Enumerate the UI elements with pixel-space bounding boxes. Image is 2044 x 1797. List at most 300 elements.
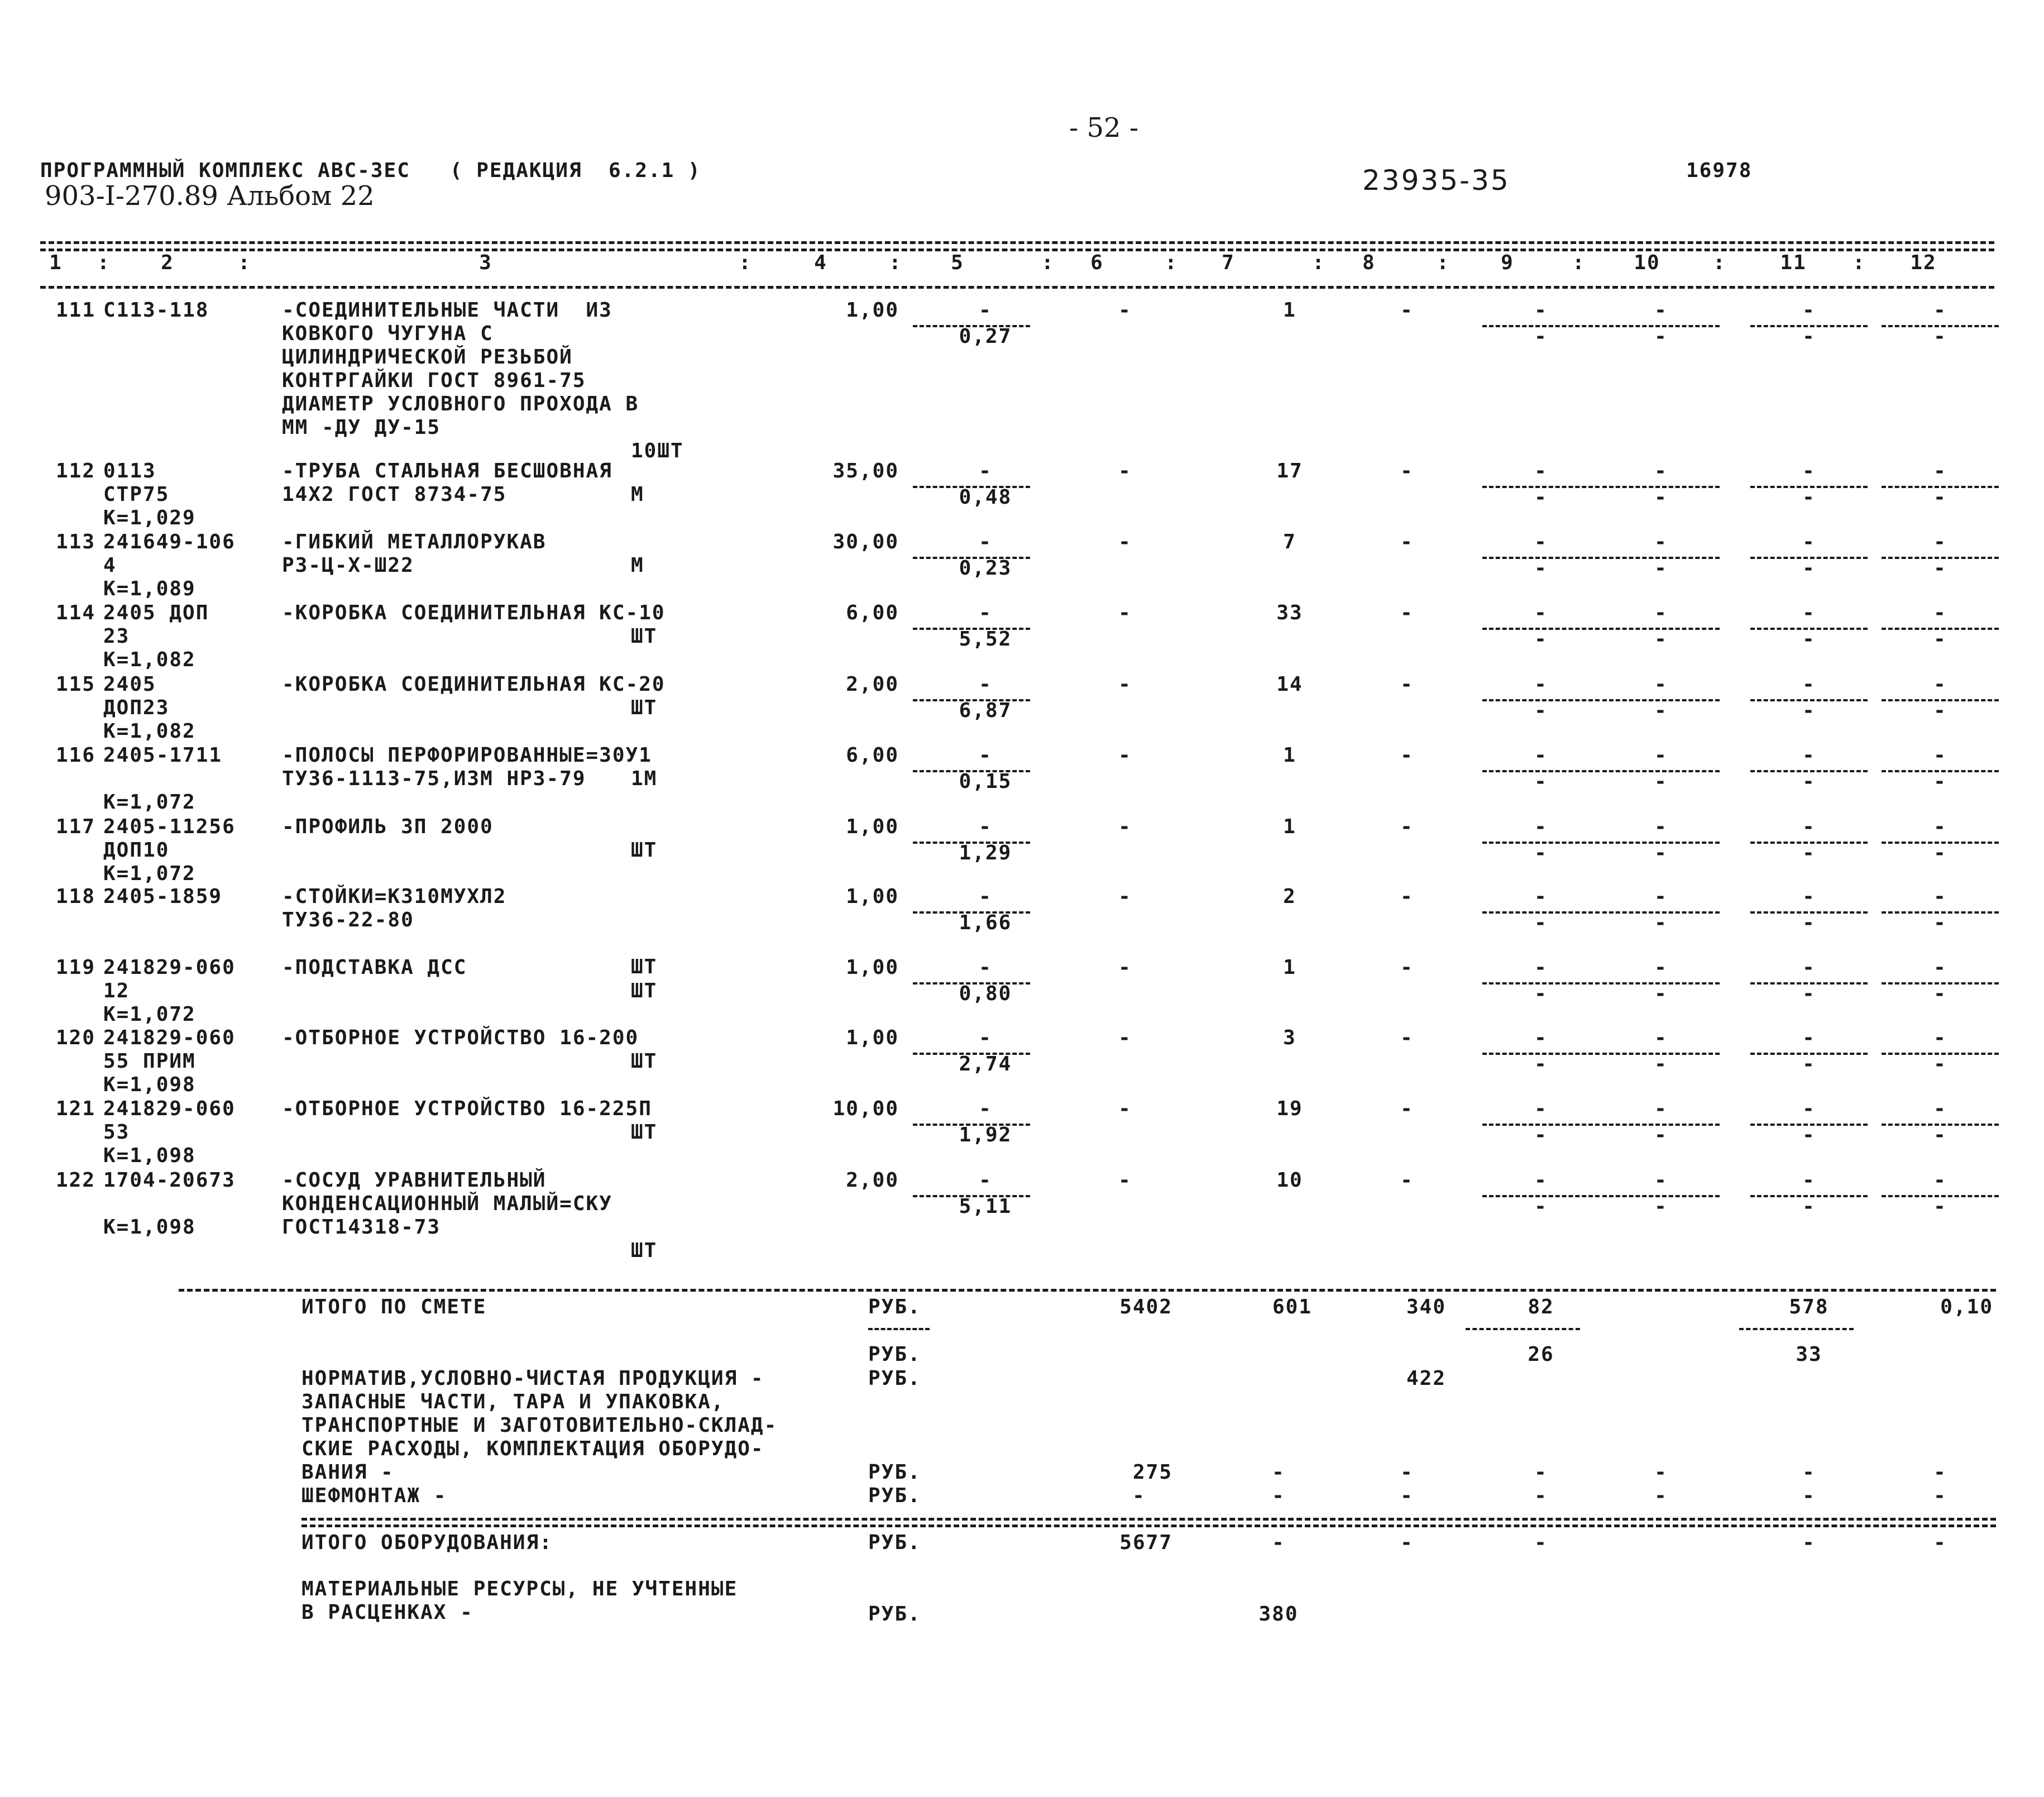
row-number: 114 [56,601,96,624]
row-col6: - [1118,299,1132,322]
row-c10-dash-2: - [1654,842,1668,864]
row-c9-dash-2: - [1534,911,1548,934]
row-unit: ШТ [631,1050,658,1073]
row-c12-dash-2: - [1933,1053,1947,1076]
row-c10-dash-2: - [1654,770,1668,793]
summary-dash: - [1272,1484,1285,1507]
row-c12-dash: - [1933,744,1947,767]
row-code: 4 [103,554,117,577]
row-col6: - [1118,531,1132,553]
shef-col6-dash: - [1132,1484,1146,1507]
row-c10-dash: - [1654,460,1668,482]
row-col5-value: 5,11 [959,1195,1012,1218]
row-number: 122 [56,1169,96,1192]
row-description: КОВКОГО ЧУГУНА С [282,322,494,345]
itogo-rub-2: РУБ. [868,1343,921,1366]
komplekt-col6: 275 [1132,1461,1172,1484]
row-c9-dash-2: - [1534,557,1548,580]
row-c9-dash: - [1534,1169,1548,1192]
row-code: 0113 [103,460,156,482]
row-code: 12 [103,979,130,1002]
row-description: -ПОЛОСЫ ПЕРФОРИРОВАННЫЕ=30У1 [282,744,652,767]
itogo-col11-divider [1739,1328,1854,1330]
row-col5-value: 0,23 [959,557,1012,580]
row-quantity: 2,00 [846,1169,899,1192]
row-col5-dash: - [979,1097,992,1120]
row-number: 120 [56,1026,96,1049]
row-c12-dash: - [1933,460,1947,482]
row-c12-dash-2: - [1933,770,1947,793]
row-c9-dash: - [1534,1097,1548,1120]
row-code: К=1,082 [103,720,196,743]
row-c10-dash: - [1654,885,1668,908]
row-code: ДОП10 [103,839,170,862]
row-c9-dash: - [1534,1026,1548,1049]
row-col6: - [1118,1097,1132,1120]
column-header-3: 2 [161,251,174,274]
row-c9-dash: - [1534,885,1548,908]
row-c9-dash: - [1534,460,1548,482]
row-description: -ТРУБА СТАЛЬНАЯ БЕСШОВНАЯ [282,460,612,482]
row-c10-dash-2: - [1654,699,1668,722]
row-description: -СОСУД УРАВНИТЕЛЬНЫЙ [282,1169,547,1192]
row-col7: 17 [1276,460,1303,482]
row-col8: - [1400,1169,1414,1192]
row-col7: 14 [1276,673,1303,696]
row-col7: 7 [1283,531,1296,553]
column-header-22: : [1852,251,1866,274]
obor-rule-2 [301,1524,1996,1527]
column-header-8: : [889,251,902,274]
norm-line: ЗАПАСНЫЕ ЧАСТИ, ТАРА И УПАКОВКА, [301,1390,725,1413]
row-code: К=1,072 [103,862,196,885]
row-c11-dash: - [1802,815,1816,838]
row-number: 111 [56,299,96,322]
itogo-col9-divider [1466,1328,1580,1330]
column-header-23: 12 [1910,251,1937,274]
komplekt-rub: РУБ. [868,1461,921,1484]
row-quantity: 1,00 [846,815,899,838]
row-c11-dash: - [1802,299,1816,322]
row-c11-dash-2: - [1802,557,1816,580]
row-col5-value: 0,48 [959,486,1012,509]
row-unit: ШТ [631,979,658,1002]
row-code: 2405-1859 [103,885,223,908]
row-c10-dash: - [1654,673,1668,696]
row-col6: - [1118,460,1132,482]
row-col8: - [1400,460,1414,482]
row-col7: 1 [1283,744,1296,767]
row-col6: - [1118,1169,1132,1192]
row-unit: 1М [631,767,658,790]
row-code: К=1,098 [103,1144,196,1167]
row-c10-dash-2: - [1654,325,1668,348]
row-c9-dash: - [1534,673,1548,696]
column-header-4: : [238,251,251,274]
row-c10-dash: - [1654,299,1668,322]
row-code: К=1,098 [103,1216,196,1239]
mat-line: МАТЕРИАЛЬНЫЕ РЕСУРСЫ, НЕ УЧТЕННЫЕ [301,1578,738,1600]
row-col8: - [1400,885,1414,908]
itogo-obor-rub: РУБ. [868,1531,921,1554]
row-number: 116 [56,744,96,767]
row-col5-value: 1,92 [959,1124,1012,1146]
row-number: 119 [56,956,96,979]
row-col7: 33 [1276,601,1303,624]
row-description: -ОТБОРНОЕ УСТРОЙСТВО 16-200 [282,1026,639,1049]
column-header-6: : [739,251,752,274]
row-c12-dash: - [1933,1169,1947,1192]
row-c9-dash: - [1534,531,1548,553]
row-c12-dash-2: - [1933,628,1947,651]
row-col6: - [1118,744,1132,767]
row-description: -СТОЙКИ=К310МУХЛ2 [282,885,507,908]
row-code: 53 [103,1121,130,1144]
row-col5-value: 0,27 [959,325,1012,348]
column-header-14: : [1312,251,1325,274]
row-quantity: 35,00 [832,460,899,482]
row-unit: ШТ [631,1121,658,1144]
row-col5-value: 2,74 [959,1053,1012,1076]
row-c11-dash-2: - [1802,982,1816,1005]
row-code: 241829-060 [103,956,236,979]
row-description: КОНТРГАЙКИ ГОСТ 8961-75 [282,369,586,392]
row-c9-dash-2: - [1534,1124,1548,1146]
row-c11-dash: - [1802,744,1816,767]
obor-dash: - [1400,1531,1414,1554]
row-col5-value: 0,15 [959,770,1012,793]
row-c10-dash-2: - [1654,911,1668,934]
row-c9-dash-2: - [1534,1195,1548,1218]
row-c10-dash: - [1654,601,1668,624]
row-c9-dash-2: - [1534,486,1548,509]
column-header-15: 8 [1362,251,1376,274]
row-description: 14Х2 ГОСТ 8734-75 [282,483,507,506]
row-c9-dash: - [1534,956,1548,979]
column-header-13: 7 [1222,251,1235,274]
row-c10-dash: - [1654,956,1668,979]
summary-dash: - [1802,1461,1816,1484]
row-col8: - [1400,1026,1414,1049]
row-c11-dash: - [1802,460,1816,482]
column-header-12: : [1165,251,1178,274]
row-description: РЗ-Ц-Х-Ш22 [282,554,414,577]
summary-dash: - [1933,1484,1947,1507]
row-code: К=1,089 [103,577,196,600]
row-c11-dash-2: - [1802,842,1816,864]
summary-dash: - [1534,1484,1548,1507]
summary-dash: - [1400,1484,1414,1507]
row-col5-dash: - [979,460,992,482]
summary-dash: - [1802,1484,1816,1507]
row-c12-dash-2: - [1933,325,1947,348]
row-c11-dash-2: - [1802,770,1816,793]
obor-rule [301,1518,1996,1521]
row-code: ДОП23 [103,696,170,719]
norm-line: СКИЕ РАСХОДЫ, КОМПЛЕКТАЦИЯ ОБОРУДО- [301,1437,764,1460]
row-number: 112 [56,460,96,482]
column-header-16: : [1437,251,1450,274]
row-c11-dash: - [1802,956,1816,979]
row-description: -СОЕДИНИТЕЛЬНЫЕ ЧАСТИ ИЗ [282,299,612,322]
row-col5-value: 0,80 [959,982,1012,1005]
summary-dash: - [1933,1461,1947,1484]
row-description: -ОТБОРНОЕ УСТРОЙСТВО 16-225П [282,1097,652,1120]
row-c12-dash-2: - [1933,1124,1947,1146]
row-description: -ГИБКИЙ МЕТАЛЛОРУКАВ [282,531,547,553]
itogo-label: ИТОГО ПО СМЕТЕ [301,1296,487,1318]
row-quantity: 1,00 [846,299,899,322]
row-c9-dash-2: - [1534,1053,1548,1076]
header-bottom-rule [40,286,1994,289]
row-description: ТУ36-1113-75,ИЗМ НР3-79 [282,767,586,790]
column-header-17: 9 [1501,251,1514,274]
row-c12-dash-2: - [1933,1195,1947,1218]
row-number: 118 [56,885,96,908]
row-unit: ШТ [631,955,658,978]
row-c9-dash: - [1534,744,1548,767]
row-code: 55 ПРИМ [103,1050,196,1073]
itogo-col12: 0,10 [1940,1296,1993,1318]
obor-dash: - [1534,1531,1548,1554]
row-c10-dash: - [1654,815,1668,838]
row-description: ДИАМЕТР УСЛОВНОГО ПРОХОДА В [282,393,639,415]
norm-col8: 422 [1406,1367,1446,1390]
norm-line: НОРМАТИВ,УСЛОВНО-ЧИСТАЯ ПРОДУКЦИЯ - [301,1367,764,1390]
row-c10-dash-2: - [1654,628,1668,651]
itogo-col8: 340 [1406,1296,1446,1318]
norm-line: ВАНИЯ - [301,1461,394,1484]
row-quantity: 6,00 [846,601,899,624]
row-c10-dash: - [1654,744,1668,767]
row-col8: - [1400,815,1414,838]
row-code: C113-118 [103,299,209,322]
column-header-20: : [1713,251,1726,274]
sheet-number: 16978 [1686,159,1753,182]
itogo-col9-b: 26 [1528,1343,1554,1366]
summary-dash: - [1400,1461,1414,1484]
row-c10-dash-2: - [1654,1195,1668,1218]
row-c9-dash: - [1534,601,1548,624]
mat-line: В РАСЦЕНКАХ - [301,1601,473,1624]
row-c9-dash: - [1534,815,1548,838]
column-header-9: 5 [951,251,964,274]
row-description: -ПОДСТАВКА ДСС [282,956,467,979]
row-c12-dash-2: - [1933,911,1947,934]
summary-dash: - [1654,1484,1668,1507]
row-code: К=1,098 [103,1073,196,1096]
row-c11-dash-2: - [1802,699,1816,722]
itogo-obor-col6: 5677 [1119,1531,1172,1554]
row-col5-value: 6,87 [959,699,1012,722]
row-col8: - [1400,531,1414,553]
row-quantity: 1,00 [846,885,899,908]
row-col5-dash: - [979,673,992,696]
row-quantity: 1,00 [846,956,899,979]
row-c9-dash-2: - [1534,770,1548,793]
row-quantity: 30,00 [832,531,899,553]
summary-dash: - [1534,1461,1548,1484]
row-c12-dash: - [1933,815,1947,838]
row-col8: - [1400,744,1414,767]
row-description: ЦИЛИНДРИЧЕСКОЙ РЕЗЬБОЙ [282,346,573,369]
row-unit: 10ШТ [631,439,684,462]
row-description: ММ -ДУ ДУ-15 [282,416,441,439]
row-code: К=1,072 [103,1003,196,1026]
row-c10-dash: - [1654,1169,1668,1192]
row-code: 241649-106 [103,531,236,553]
row-number: 117 [56,815,96,838]
row-col6: - [1118,601,1132,624]
shef-rub: РУБ. [868,1484,921,1507]
row-col7: 1 [1283,299,1296,322]
row-c12-dash: - [1933,885,1947,908]
row-col5-dash: - [979,531,992,553]
mat-col7: 380 [1258,1603,1299,1626]
row-col8: - [1400,956,1414,979]
mat-rub: РУБ. [868,1603,921,1626]
row-c12-dash: - [1933,1097,1947,1120]
row-c10-dash-2: - [1654,1053,1668,1076]
row-quantity: 10,00 [832,1097,899,1120]
row-col8: - [1400,673,1414,696]
column-header-19: 10 [1634,251,1660,274]
row-c12-dash: - [1933,601,1947,624]
row-col6: - [1118,956,1132,979]
row-c11-dash: - [1802,1097,1816,1120]
row-unit: ШТ [631,839,658,862]
column-header-5: 3 [479,251,492,274]
row-code: 2405 [103,673,156,696]
row-c11-dash-2: - [1802,486,1816,509]
itogo-col9: 82 [1528,1296,1554,1318]
column-header-10: : [1041,251,1055,274]
row-col7: 3 [1283,1026,1296,1049]
row-col6: - [1118,885,1132,908]
row-code: 2405-1711 [103,744,223,767]
row-code: 241829-060 [103,1026,236,1049]
row-col5-value: 1,29 [959,842,1012,864]
row-description: -КОРОБКА СОЕДИНИТЕЛЬНАЯ КС-10 [282,601,666,624]
obor-dash: - [1802,1531,1816,1554]
row-col8: - [1400,601,1414,624]
row-unit: ШТ [631,625,658,648]
row-unit: ШТ [631,1239,658,1262]
norm-rub: РУБ. [868,1367,921,1390]
row-number: 115 [56,673,96,696]
row-col5-value: 1,66 [959,911,1012,934]
row-description: ГОСТ14318-73 [282,1216,441,1239]
document-code: 23935-35 [1362,164,1510,197]
row-c9-dash-2: - [1534,325,1548,348]
row-unit: ШТ [631,696,658,719]
row-code: 2405 ДОП [103,601,209,624]
row-col8: - [1400,299,1414,322]
itogo-col11: 578 [1789,1296,1829,1318]
row-col7: 10 [1276,1169,1303,1192]
row-number: 113 [56,531,96,553]
row-col6: - [1118,1026,1132,1049]
row-col5-dash: - [979,956,992,979]
row-code: К=1,072 [103,791,196,814]
row-code: 2405-11256 [103,815,236,838]
row-c10-dash-2: - [1654,1124,1668,1146]
row-code: К=1,082 [103,648,196,671]
row-c11-dash-2: - [1802,1195,1816,1218]
norm-line: ТРАНСПОРТНЫЕ И ЗАГОТОВИТЕЛЬНО-СКЛАД- [301,1414,778,1437]
row-c11-dash: - [1802,885,1816,908]
row-c12-dash-2: - [1933,699,1947,722]
row-c12-dash: - [1933,299,1947,322]
summary-top-rule [179,1289,1996,1292]
row-c11-dash: - [1802,1169,1816,1192]
row-number: 121 [56,1097,96,1120]
row-c10-dash-2: - [1654,982,1668,1005]
itogo-obor-label: ИТОГО ОБОРУДОВАНИЯ: [301,1531,553,1554]
column-header-7: 4 [814,251,827,274]
row-code: К=1,029 [103,506,196,529]
row-description: -ПРОФИЛЬ ЗП 2000 [282,815,494,838]
row-c12-dash-2: - [1933,842,1947,864]
row-col5-dash: - [979,601,992,624]
row-col7: 19 [1276,1097,1303,1120]
row-c10-dash: - [1654,531,1668,553]
row-col8: - [1400,1097,1414,1120]
row-col5-dash: - [979,299,992,322]
row-unit: М [631,554,644,577]
row-quantity: 6,00 [846,744,899,767]
row-description: КОНДЕНСАЦИОННЫЙ МАЛЫЙ=СКУ [282,1192,612,1215]
obor-dash: - [1272,1531,1285,1554]
row-c9-dash-2: - [1534,699,1548,722]
summary-dash: - [1654,1461,1668,1484]
row-col6: - [1118,815,1132,838]
row-c12-dash: - [1933,956,1947,979]
column-header-1: 1 [49,251,63,274]
row-code: СТР75 [103,483,170,506]
row-description: ТУ36-22-80 [282,909,414,931]
row-c12-dash: - [1933,673,1947,696]
row-c12-dash-2: - [1933,486,1947,509]
page-number: - 52 - [1069,112,1139,144]
itogo-col11-b: 33 [1796,1343,1822,1366]
row-c12-dash-2: - [1933,557,1947,580]
row-code: 241829-060 [103,1097,236,1120]
row-c11-dash-2: - [1802,325,1816,348]
row-c10-dash: - [1654,1026,1668,1049]
column-header-11: 6 [1090,251,1104,274]
row-c11-dash: - [1802,673,1816,696]
row-code: 1704-20673 [103,1169,236,1192]
row-col6: - [1118,673,1132,696]
itogo-rub: РУБ. [868,1296,921,1318]
row-c11-dash-2: - [1802,1053,1816,1076]
row-c11-dash: - [1802,531,1816,553]
row-c11-dash-2: - [1802,911,1816,934]
column-header-18: : [1572,251,1586,274]
row-c9-dash-2: - [1534,842,1548,864]
itogo-col7: 601 [1272,1296,1312,1318]
header-top-rule [40,241,1994,244]
summary-dash: - [1272,1461,1285,1484]
row-col7: 1 [1283,956,1296,979]
program-title: ПРОГРАММНЫЙ КОМПЛЕКС АВС-3ЕС ( РЕДАКЦИЯ 6.2.1 ) [40,159,701,182]
row-c9-dash-2: - [1534,982,1548,1005]
row-col5-dash: - [979,815,992,838]
row-c12-dash: - [1933,531,1947,553]
album-title: 903-I-270.89 Альбом 22 [45,180,375,212]
obor-dash: - [1933,1531,1947,1554]
